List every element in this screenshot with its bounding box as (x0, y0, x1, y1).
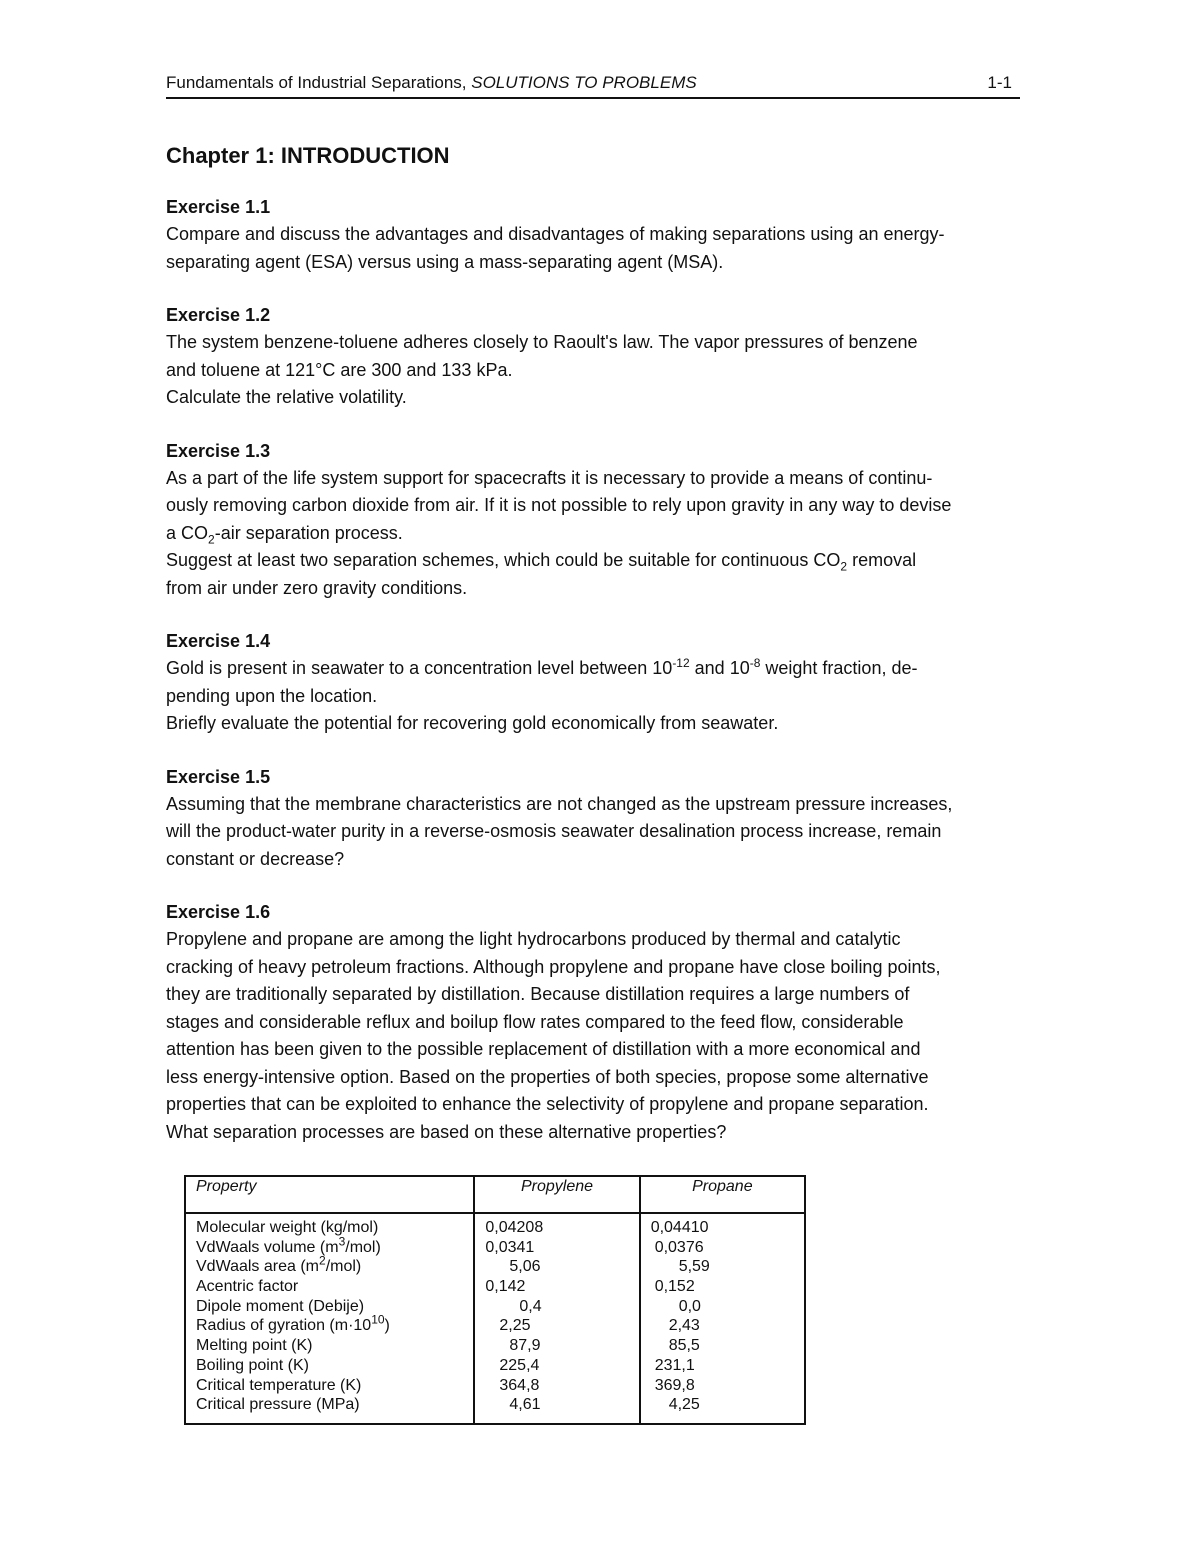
propylene-value: 2,25 (499, 1317, 531, 1335)
chapter-title: Chapter 1: INTRODUCTION (166, 143, 450, 168)
exercise-1-3 (166, 438, 1036, 603)
exercise-1-5 (166, 764, 1036, 874)
propylene-value: 225,4 (499, 1356, 540, 1374)
exercise-text-line: they are traditionally separated by distillation. Because distillation requires a large numbers of (166, 984, 910, 1004)
propane-value: 2,43 (668, 1317, 700, 1335)
exercise-heading: Exercise 1.4 (166, 631, 271, 651)
exercise-text-line: Assuming that the membrane characteristics are not changed as the upstream pressure increases, (166, 793, 953, 814)
propane-value: 0,04410 (650, 1219, 709, 1236)
propane-value: 0,0376 (654, 1238, 704, 1256)
propylene-value: 87,9 (509, 1337, 541, 1355)
propylene-value: 4,61 (509, 1396, 541, 1414)
propane-value: 0,0 (678, 1297, 701, 1315)
table-body-row (185, 1213, 805, 1424)
propylene-value: 0,4 (519, 1297, 542, 1315)
property-cell: Critical pressure (MPa) (196, 1396, 360, 1414)
exercise-1-2 (166, 302, 1036, 412)
exercise-text-line: Suggest at least two separation schemes, which could be suitable for continuous $CO_2$ removal (166, 550, 917, 574)
exercise-text-line: will the product-water purity in a reverse-osmosis seawater desalination process increase, remain (166, 821, 942, 841)
exercise-text-line: Propylene and propane are among the light hydrocarbons produced by thermal and catalytic (166, 929, 901, 949)
book-title: Fundamentals of Industrial Separations, SOLUTIONS TO PROBLEMS (166, 73, 697, 92)
exercise-text-line: Calculate the relative volatility. (166, 387, 407, 407)
properties-table (184, 1175, 806, 1425)
property-cell: Dipole moment (Debije) (196, 1297, 365, 1315)
exercise-text-line: cracking of heavy petroleum fractions. Although propylene and propane have close boiling points, (166, 956, 941, 977)
property-cell: Boiling point (K) (196, 1356, 309, 1374)
exercise-text-line: pending upon the location. (166, 685, 378, 706)
property-cell: Critical temperature (K) (196, 1376, 362, 1394)
exercise-text-line: a $CO_2$-air separation process. (166, 522, 403, 547)
exercise-heading: Exercise 1.5 (166, 766, 271, 787)
propane-value: 5,59 (678, 1258, 710, 1276)
exercise-heading: Exercise 1.2 (166, 305, 271, 325)
propylene-value: 364,8 (499, 1376, 540, 1394)
exercise-text-line: ously removing carbon dioxide from air. If it is not possible to rely upon gravity in any way to devise (166, 495, 952, 515)
exercise-1-6 (166, 899, 1036, 1146)
page-number: 1-1 (987, 73, 1012, 92)
propylene-value: 0,0341 (485, 1238, 535, 1256)
propylene-value: 0,142 (485, 1278, 526, 1296)
header-propylene: Propylene (474, 1176, 639, 1213)
exercise-text-line: What separation processes are based on these alternative properties? (166, 1121, 727, 1142)
propane-value: 85,5 (668, 1337, 700, 1355)
exercise-text-line: separating agent (ESA) versus using a mass-separating agent (MSA). (166, 251, 724, 272)
exercise-text-line: Briefly evaluate the potential for recovering gold economically from seawater. (166, 713, 779, 733)
propane-value: 369,8 (654, 1376, 695, 1394)
header-propane: Propane (640, 1176, 805, 1213)
exercise-text-line: Compare and discuss the advantages and disadvantages of making separations using an energy- (166, 224, 945, 244)
property-cell: VdWaals volume $(m^3/mol)$ (196, 1234, 381, 1256)
page-content (166, 142, 1036, 1172)
propane-value: 231,1 (654, 1356, 695, 1374)
exercise-text-line: stages and considerable reflux and boilup flow rates compared to the feed flow, considerable (166, 1011, 904, 1032)
exercise-text-line: As a part of the life system support for spacecrafts it is necessary to provide a means of continu- (166, 467, 933, 488)
header-property: Property (185, 1176, 474, 1213)
exercise-text-line: and toluene at 121°C are 300 and 133 kPa. (166, 359, 513, 380)
propylene-column (474, 1213, 639, 1424)
property-column (185, 1213, 474, 1424)
exercise-text-line: less energy-intensive option. Based on the properties of both species, propose some alternative (166, 1066, 929, 1087)
property-cell: Radius of gyration $(m\cdot 10^{10})$ (196, 1313, 390, 1335)
exercise-heading: Exercise 1.1 (166, 197, 271, 217)
propylene-value: 5,06 (509, 1258, 541, 1276)
propane-value: 4,25 (668, 1396, 700, 1414)
propylene-value: 0,04208 (485, 1219, 544, 1236)
exercise-text-line: attention has been given to the possible replacement of distillation with a more economical and (166, 1039, 921, 1059)
exercise-1-4 (166, 628, 1036, 738)
propane-column (640, 1213, 805, 1424)
book-subtitle: SOLUTIONS TO PROBLEMS (471, 73, 697, 92)
exercise-heading: Exercise 1.3 (166, 440, 271, 461)
exercise-text-line: The system benzene-toluene adheres closely to Raoult's law. The vapor pressures of benzene (166, 332, 918, 352)
table-header-row (185, 1176, 805, 1213)
exercise-text-line: properties that can be exploited to enhance the selectivity of propylene and propane separation. (166, 1094, 929, 1114)
exercise-text-line: from air under zero gravity conditions. (166, 577, 468, 598)
property-cell: VdWaals area $(m^2/mol)$ (196, 1254, 362, 1276)
exercise-1-1 (166, 194, 1036, 276)
exercise-text-line: constant or decrease? (166, 848, 345, 869)
property-cell: Acentric factor (196, 1278, 299, 1296)
property-cell: Molecular weight (kg/mol) (196, 1219, 379, 1236)
propane-value: 0,152 (654, 1278, 695, 1296)
page-header (166, 72, 1020, 99)
property-cell: Melting point (K) (196, 1337, 313, 1355)
exercise-heading: Exercise 1.6 (166, 902, 271, 922)
exercise-text-line: Gold is present in seawater to a concentration level between $10^{-12}$ and $10^{-8}$ weight fraction, de- (166, 656, 918, 678)
